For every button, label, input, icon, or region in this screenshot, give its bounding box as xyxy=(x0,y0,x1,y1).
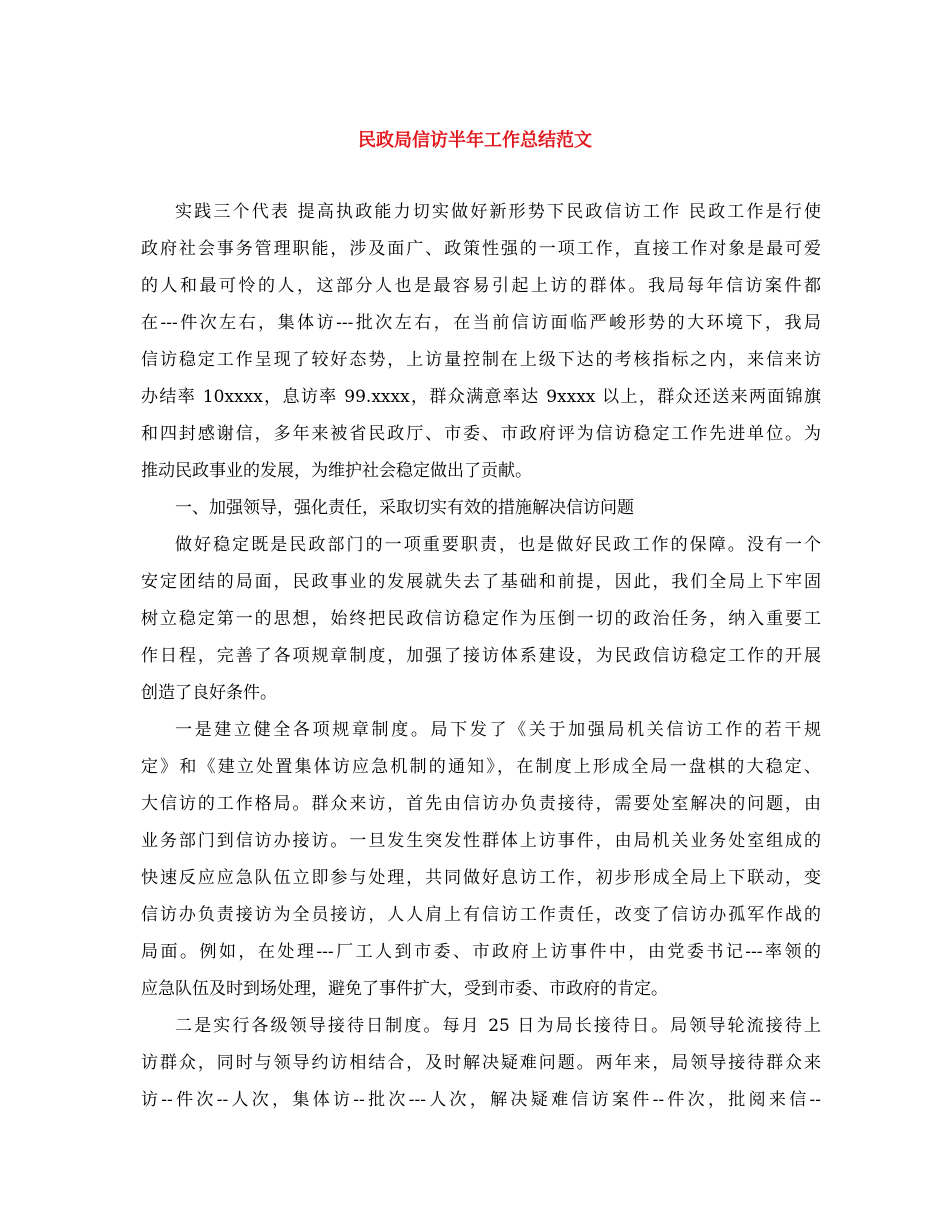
text-line: 大信访的工作格局。群众来访，首先由信访办负责接待，需要处室解决的问题，由 xyxy=(141,794,821,814)
text-line: 定》和《建立处置集体访应急机制的通知》，在制度上形成全局一盘棋的大稳定、 xyxy=(141,757,821,777)
text-line: 在---件次左右，集体访---批次左右，在当前信访面临严峻形势的大环境下，我局 xyxy=(141,313,821,333)
text-line: 作日程，完善了各项规章制度，加强了接访体系建设，为民政信访稳定工作的开展 xyxy=(141,646,821,666)
text-line: 做好稳定既是民政部门的一项重要职责，也是做好民政工作的保障。没有一个 xyxy=(175,535,821,555)
text-line: 信访办负责接访为全员接访，人人肩上有信访工作责任，改变了信访办孤军作战的 xyxy=(141,905,821,925)
text-line: 业务部门到信访办接访。一旦发生突发性群体上访事件，由局机关业务处室组成的 xyxy=(141,831,821,851)
text-line: 实践三个代表 提高执政能力切实做好新形势下民政信访工作 民政工作是行使 xyxy=(175,202,821,222)
text-line: 办结率 10xxxx，息访率 99.xxxx，群众满意率达 9xxxx 以上，群众还送来两面锦旗 xyxy=(141,387,821,407)
text-line: 创造了良好条件。 xyxy=(141,683,277,703)
text-line: 一是建立健全各项规章制度。局下发了《关于加强局机关信访工作的若干规 xyxy=(175,720,821,740)
text-line: 信访稳定工作呈现了较好态势，上访量控制在上级下达的考核指标之内，来信来访 xyxy=(141,350,821,370)
text-line: 局面。例如，在处理---厂工人到市委、市政府上访事件中，由党委书记---率领的 xyxy=(141,942,821,962)
text-line: 的人和最可怜的人，这部分人也是最容易引起上访的群体。我局每年信访案件都 xyxy=(141,276,821,296)
text-line: 安定团结的局面，民政事业的发展就失去了基础和前提，因此，我们全局上下牢固 xyxy=(141,572,821,592)
text-line: 树立稳定第一的思想，始终把民政信访稳定作为压倒一切的政治任务，纳入重要工 xyxy=(141,609,821,629)
text-line: 快速反应应急队伍立即参与处理，共同做好息访工作，初步形成全局上下联动，变 xyxy=(141,868,821,888)
text-line: 访--件次--人次，集体访--批次---人次，解决疑难信访案件--件次，批阅来信-- xyxy=(141,1090,821,1110)
text-line: 二是实行各级领导接待日制度。每月 25 日为局长接待日。局领导轮流接待上 xyxy=(175,1016,821,1036)
text-line: 访群众，同时与领导约访相结合，及时解决疑难问题。两年来，局领导接待群众来 xyxy=(141,1053,821,1073)
text-line: 推动民政事业的发展，为维护社会稳定做出了贡献。 xyxy=(141,461,532,481)
document-title: 民政局信访半年工作总结范文 xyxy=(358,130,592,151)
document-body xyxy=(141,194,821,1119)
text-line: 政府社会事务管理职能，涉及面广、政策性强的一项工作，直接工作对象是最可爱 xyxy=(141,239,821,259)
text-line: 一、加强领导，强化责任，采取切实有效的措施解决信访问题 xyxy=(175,498,634,518)
text-line: 应急队伍及时到场处理，避免了事件扩大，受到市委、市政府的肯定。 xyxy=(141,979,668,999)
text-line: 和四封感谢信，多年来被省民政厅、市委、市政府评为信访稳定工作先进单位。为 xyxy=(141,424,821,444)
